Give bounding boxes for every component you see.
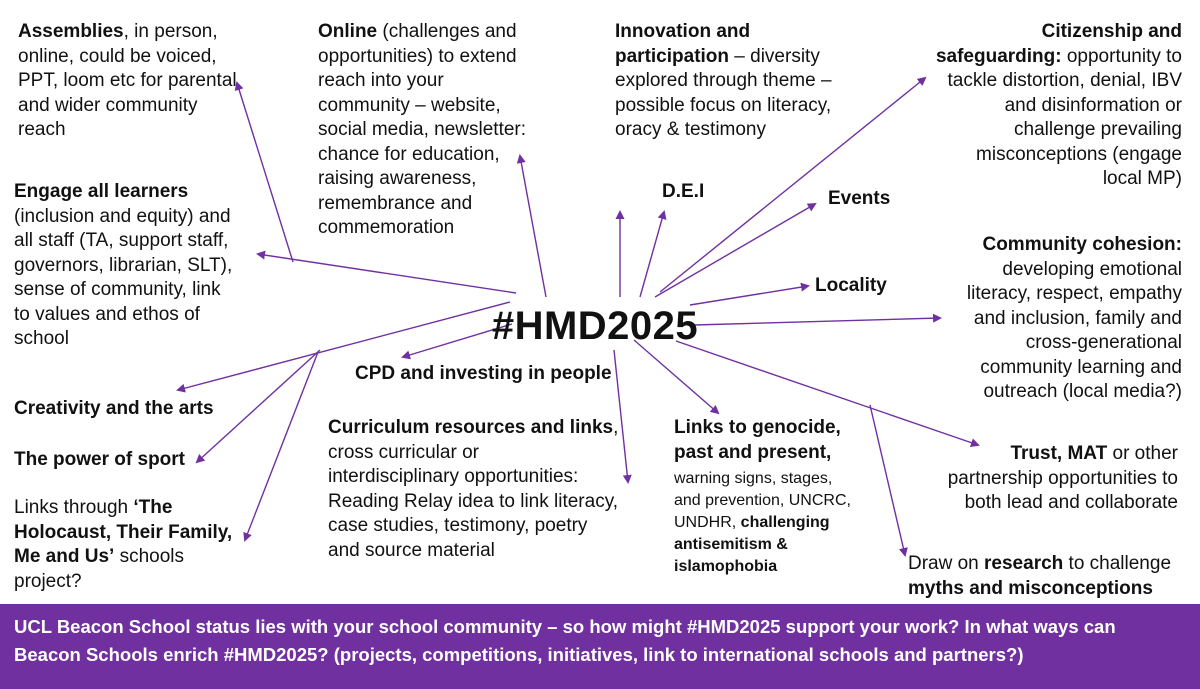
text-segment: community learning and (980, 356, 1182, 378)
text-segment: cross-generational (1025, 332, 1182, 353)
text-line (18, 20, 237, 45)
text-segment: participation (615, 45, 730, 67)
text-line (936, 167, 1182, 192)
text-line (318, 143, 526, 168)
text-segment: and prevention, UNCRC, (674, 492, 851, 509)
text-line (674, 468, 851, 490)
arrow-to-dei (640, 212, 664, 297)
text-line (328, 514, 618, 539)
text-line (18, 69, 237, 94)
arrow-to-locality (690, 286, 808, 305)
text-segment: CPD and investing in people (355, 363, 612, 384)
text-line (674, 512, 851, 534)
node-curriculum (328, 416, 618, 563)
text-segment: reach into your (318, 70, 444, 91)
text-segment: interdisciplinary opportunities: (328, 466, 579, 487)
footer-line-2: Beacon Schools enrich #HMD2025? (projects, competitions, initiatives, link to international schools and partners?) (14, 644, 1024, 665)
text-segment: Me and Us’ (14, 546, 115, 567)
text-segment: governors, librarian, SLT), (14, 254, 233, 276)
footer-line-1: UCL Beacon School status lies with your school community – so how might #HMD2025 support your work? In what ways can (14, 616, 1116, 637)
text-line (18, 94, 237, 119)
text-segment: partnership opportunities to (947, 467, 1178, 489)
text-segment: developing emotional (1002, 258, 1182, 280)
text-line (674, 416, 841, 441)
text-line (674, 556, 851, 578)
text-segment: school (14, 328, 69, 349)
text-segment: , (613, 417, 619, 438)
text-segment: to values and ethos of (14, 303, 200, 325)
text-line (14, 570, 232, 595)
text-segment: literacy, respect, empathy (966, 283, 1182, 304)
text-line (318, 167, 526, 192)
text-line (662, 180, 704, 205)
text-segment: possible focus on literacy, (615, 94, 832, 116)
text-segment: misconceptions (engage (976, 143, 1182, 165)
text-segment: and disinformation or (1004, 94, 1182, 116)
text-line (674, 441, 841, 466)
text-segment: Links to genocide, (674, 417, 841, 438)
text-line (936, 69, 1182, 94)
node-engage-all-learners (14, 180, 232, 352)
text-segment: tackle distortion, denial, IBV (947, 70, 1182, 91)
text-segment: islamophobia (674, 558, 778, 575)
text-segment: case studies, testimony, poetry (328, 515, 588, 536)
arrow-to-research (870, 405, 905, 555)
text-segment: Online (318, 21, 378, 42)
text-line (14, 254, 232, 279)
text-line (967, 233, 1182, 258)
text-segment: chance for education, (318, 143, 500, 165)
text-segment: both lead and collaborate (964, 492, 1178, 513)
node-cpd (355, 362, 612, 387)
text-line (14, 521, 232, 546)
text-line (615, 69, 832, 94)
text-line (14, 327, 232, 352)
text-line (674, 490, 851, 512)
text-segment: challenge prevailing (1014, 119, 1182, 140)
text-segment: and inclusion, family and (973, 307, 1182, 329)
text-segment: Innovation and (615, 21, 751, 42)
text-segment: (challenges and (377, 21, 517, 42)
text-line (908, 552, 1171, 577)
text-line (318, 118, 526, 143)
text-line (318, 20, 526, 45)
text-line (355, 362, 612, 387)
text-segment: Locality (815, 275, 887, 296)
text-line (815, 274, 887, 299)
text-segment: Reading Relay idea to link literacy, (328, 490, 619, 512)
text-line (967, 307, 1182, 332)
text-line (18, 118, 237, 143)
text-line (948, 442, 1178, 467)
text-segment: and wider community (18, 94, 198, 116)
text-segment: D.E.I (662, 181, 705, 202)
text-line (318, 192, 526, 217)
node-innovation (615, 20, 832, 143)
text-segment: Assemblies (18, 21, 124, 42)
node-community-cohesion (967, 233, 1182, 405)
text-line (967, 356, 1182, 381)
text-segment: Holocaust, Their Family, (14, 521, 233, 543)
text-line (967, 258, 1182, 283)
text-line (615, 118, 832, 143)
text-line (318, 69, 526, 94)
text-line (14, 448, 185, 473)
text-segment: Trust, MAT (1010, 443, 1108, 464)
text-segment: all staff (TA, support staff, (14, 230, 229, 251)
hub-title: #HMD2025 (491, 304, 699, 348)
arrow-to-community-cohesion (694, 318, 940, 325)
text-segment: myths and misconceptions (908, 577, 1153, 599)
text-segment: commemoration (318, 217, 455, 238)
node-dei (662, 180, 704, 205)
footer-banner (0, 604, 1200, 689)
text-line (328, 539, 618, 564)
text-segment: sense of community, link (14, 279, 221, 300)
text-segment: explored through theme – (615, 70, 832, 91)
text-segment: outreach (local media?) (983, 381, 1182, 402)
text-line (967, 282, 1182, 307)
text-segment: PPT, loom etc for parental (18, 70, 237, 91)
text-segment: online, could be voiced, (18, 45, 217, 67)
text-line (936, 45, 1182, 70)
arrow-to-links-project (245, 352, 318, 540)
text-segment: past and present, (674, 441, 832, 463)
text-line (948, 491, 1178, 516)
text-line (936, 94, 1182, 119)
text-line (674, 534, 851, 556)
text-segment: Draw on (908, 553, 985, 574)
node-creativity (14, 397, 214, 422)
text-segment: Engage all learners (14, 181, 189, 202)
text-line (615, 94, 832, 119)
text-segment: reach (18, 119, 66, 140)
text-line (948, 467, 1178, 492)
text-segment: Citizenship and (1041, 21, 1182, 42)
text-segment: UNDHR, (674, 514, 741, 531)
text-segment: safeguarding: (935, 45, 1062, 67)
text-line (318, 45, 526, 70)
node-events (828, 187, 890, 212)
text-line (14, 205, 232, 230)
text-segment: The power of sport (14, 449, 185, 470)
text-line (18, 45, 237, 70)
node-locality (815, 274, 887, 299)
text-segment: oracy & testimony (615, 119, 766, 140)
text-segment: opportunities) to extend (318, 45, 517, 67)
text-line (14, 303, 232, 328)
text-segment: challenging (740, 514, 830, 531)
text-line (828, 187, 890, 212)
node-assemblies (18, 20, 237, 143)
text-segment: raising awareness, (318, 168, 477, 189)
text-line (328, 416, 618, 441)
text-line (967, 380, 1182, 405)
arrow-to-sport (197, 350, 320, 462)
text-segment: and source material (328, 539, 495, 561)
text-line (328, 490, 618, 515)
text-segment: warning signs, stages, (674, 470, 833, 487)
text-line (14, 229, 232, 254)
text-line (318, 216, 526, 241)
text-line (615, 20, 832, 45)
text-line (328, 465, 618, 490)
text-segment: to challenge (1063, 553, 1172, 574)
node-trust-mat (948, 442, 1178, 516)
text-segment: Links through (14, 497, 134, 518)
text-segment: Curriculum resources and links (328, 417, 614, 438)
text-segment: community – website, (318, 94, 501, 116)
text-line (14, 180, 232, 205)
text-line (14, 496, 232, 521)
text-segment: or other (1107, 443, 1178, 464)
text-segment: Community cohesion: (982, 234, 1182, 255)
text-segment: remembrance and (318, 192, 473, 214)
text-line (318, 94, 526, 119)
text-line (936, 143, 1182, 168)
text-line (14, 545, 232, 570)
text-line (908, 577, 1171, 602)
text-line (328, 441, 618, 466)
text-segment: research (984, 553, 1064, 574)
node-links-project (14, 496, 232, 594)
text-line (14, 397, 214, 422)
arrow-to-engage (258, 254, 516, 293)
text-line (936, 118, 1182, 143)
text-line (967, 331, 1182, 356)
text-line (615, 45, 832, 70)
node-research (908, 552, 1171, 601)
text-segment: Events (828, 188, 891, 209)
text-segment: (inclusion and equity) and (14, 205, 231, 227)
text-line (14, 278, 232, 303)
arrow-to-events (655, 204, 815, 297)
arrow-to-assemblies (237, 83, 293, 262)
node-genocide-details (674, 468, 851, 578)
text-segment: schools (114, 546, 185, 567)
text-segment: – diversity (729, 45, 820, 67)
text-segment: cross curricular or (328, 441, 479, 463)
text-segment: ‘The (133, 497, 173, 518)
node-citizenship (936, 20, 1182, 192)
node-online (318, 20, 526, 241)
text-line (936, 20, 1182, 45)
text-segment: opportunity to (1061, 45, 1182, 67)
node-sport (14, 448, 185, 473)
text-segment: social media, newsletter: (318, 119, 527, 140)
text-segment: local MP) (1102, 168, 1182, 189)
text-segment: project? (14, 570, 82, 592)
text-segment: Creativity and the arts (14, 398, 214, 419)
text-segment: , in person, (123, 21, 218, 42)
node-genocide-heading (674, 416, 841, 465)
text-segment: antisemitism & (674, 536, 788, 553)
